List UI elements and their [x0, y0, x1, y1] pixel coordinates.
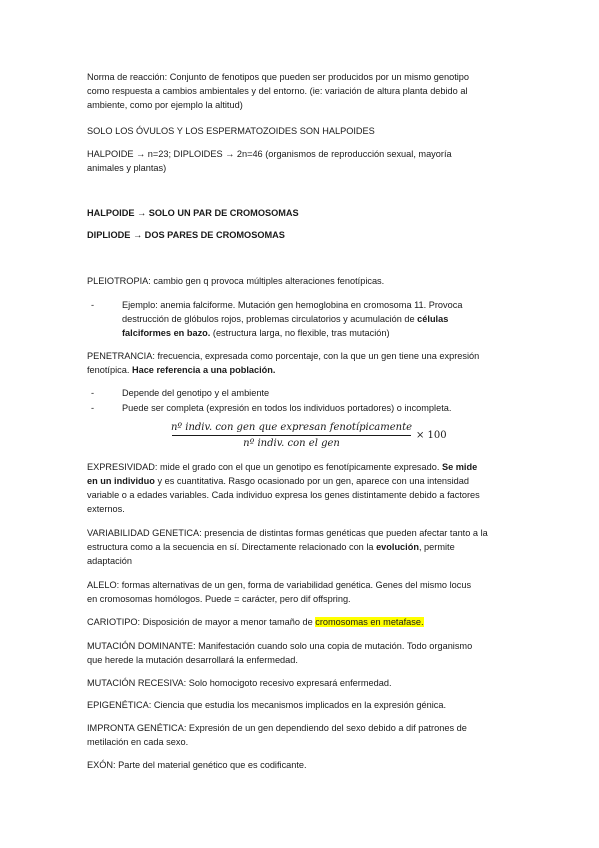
text-line: EXPRESIVIDAD: mide el grado con el que un genotipo es fenotípicamente expresado. — [87, 462, 442, 472]
paragraph-mutacion-dominante — [87, 639, 517, 667]
paragraph-pleiotropia — [87, 274, 517, 288]
bold-text: evolución — [376, 542, 419, 552]
formula-numerator: nº indiv. con gen que expresan fenotípicamente — [170, 422, 413, 433]
bold-text: falciformes en bazo. — [122, 328, 211, 338]
text-line: HALPOIDE → SOLO UN PAR DE CROMOSOMAS — [87, 208, 299, 218]
text-line: externos. — [87, 504, 125, 514]
penetrance-formula — [170, 421, 460, 451]
text-line: metilación en cada sexo. — [87, 737, 189, 747]
paragraph-impronta — [87, 721, 517, 749]
list-item-anemia — [122, 298, 517, 340]
text-line: en cromosomas homólogos. Puede = carácter, pero dif offspring. — [87, 594, 351, 604]
paragraph-norma-de-reaccion — [87, 70, 517, 112]
paragraph-penetrancia — [87, 349, 517, 377]
text-line: Ejemplo: anemia falciforme. Mutación gen hemoglobina en cromosoma 11. Provoca — [122, 300, 463, 310]
text-line: animales y plantas) — [87, 163, 167, 173]
paragraph-epigenetica — [87, 698, 517, 712]
text-line: variable o a edades variables. Cada individuo expresa los genes distintamente debido a factores — [87, 490, 480, 500]
highlighted-text: cromosomas en metafase. — [315, 617, 424, 627]
text-line: , permite — [418, 542, 455, 552]
text-line: Norma de reacción: Conjunto de fenotipos que pueden ser producidos por un mismo genotipo — [87, 72, 470, 82]
paragraph-mutacion-recesiva — [87, 676, 517, 690]
text-line: destrucción de glóbulos rojos, problemas circulatorios y acumulación de — [122, 314, 418, 324]
text-line: HALPOIDE → n=23; DIPLOIDES → 2n=46 (organismos de reproducción sexual, mayoría — [87, 149, 452, 159]
text-line: ALELO: formas alternativas de un gen, forma de variabilidad genética. Genes del mismo locus — [87, 580, 472, 590]
text-line: MUTACIÓN DOMINANTE: Manifestación cuando solo una copia de mutación. Todo organismo — [87, 641, 473, 651]
text-line: EPIGENÉTICA: Ciencia que estudia los mecanismos implicados en la expresión génica. — [87, 700, 446, 710]
text-line: CARIOTIPO: Disposición de mayor a menor tamaño de — [87, 617, 316, 627]
text-line: (estructura larga, no flexible, tras mutación) — [210, 328, 390, 338]
text-line: ambiente, como por ejemplo la altitud) — [87, 100, 243, 110]
list-bullet: - — [91, 388, 95, 398]
formula-multiplier: × 100 — [416, 430, 447, 441]
paragraph-ovulos — [87, 124, 517, 138]
text-line: Depende del genotipo y el ambiente — [122, 388, 270, 398]
text-line: Puede ser completa (expresión en todos los individuos portadores) o incompleta. — [122, 403, 452, 413]
text-line: que herede la mutación desarrollará la enfermedad. — [87, 655, 298, 665]
paragraph-haploide-diploide — [87, 147, 517, 175]
text-line: VARIABILIDAD GENETICA: presencia de distintas formas genéticas que pueden afectar tanto a la — [87, 528, 488, 538]
list-bullet: - — [91, 300, 95, 310]
formula-denominator: nº indiv. con el gen — [243, 438, 340, 449]
bold-text: células — [417, 314, 449, 324]
paragraph-cariotipo — [87, 615, 517, 629]
text-line: adaptación — [87, 556, 132, 566]
paragraph-expresividad — [87, 460, 517, 516]
text-line: fenotípica. — [87, 365, 132, 375]
text-line: como respuesta a cambios ambientales y del entorno. (ie: variación de altura planta debido al — [87, 86, 468, 96]
text-line: estructura como a la secuencia en sí. Directamente relacionado con la — [87, 542, 377, 552]
list-bullet: - — [91, 403, 95, 413]
bold-text: Se mide — [441, 462, 478, 472]
text-line: PENETRANCIA: frecuencia, expresada como porcentaje, con la que un gen tiene una expresión — [87, 351, 480, 361]
text-line: PLEIOTROPIA: cambio gen q provoca múltiples alteraciones fenotípicas. — [87, 276, 385, 286]
text-line: DIPLIODE → DOS PARES DE CROMOSOMAS — [87, 230, 285, 240]
fraction-bar — [172, 435, 411, 436]
bold-text: en un individuo — [87, 476, 155, 486]
list-item-genotipo — [122, 386, 517, 400]
text-line: SOLO LOS ÓVULOS Y LOS ESPERMATOZOIDES SON HALPOIDES — [87, 126, 375, 136]
bold-text: Hace referencia a una población. — [131, 365, 276, 375]
text-line: IMPRONTA GENÉTICA: Expresión de un gen dependiendo del sexo debido a dif patrones de — [87, 723, 467, 733]
heading-diploide — [87, 228, 517, 242]
paragraph-alelo — [87, 578, 517, 606]
text-line: EXÓN: Parte del material genético que es codificante. — [87, 760, 307, 770]
heading-haploide — [87, 206, 517, 220]
text-line: y es cuantitativa. Rasgo ocasionado por un gen, aparece con una intensidad — [154, 476, 470, 486]
paragraph-variabilidad — [87, 526, 517, 568]
paragraph-exon — [87, 758, 517, 772]
text-line: MUTACIÓN RECESIVA: Solo homocigoto recesivo expresará enfermedad. — [87, 678, 392, 688]
list-item-completa — [122, 401, 517, 415]
